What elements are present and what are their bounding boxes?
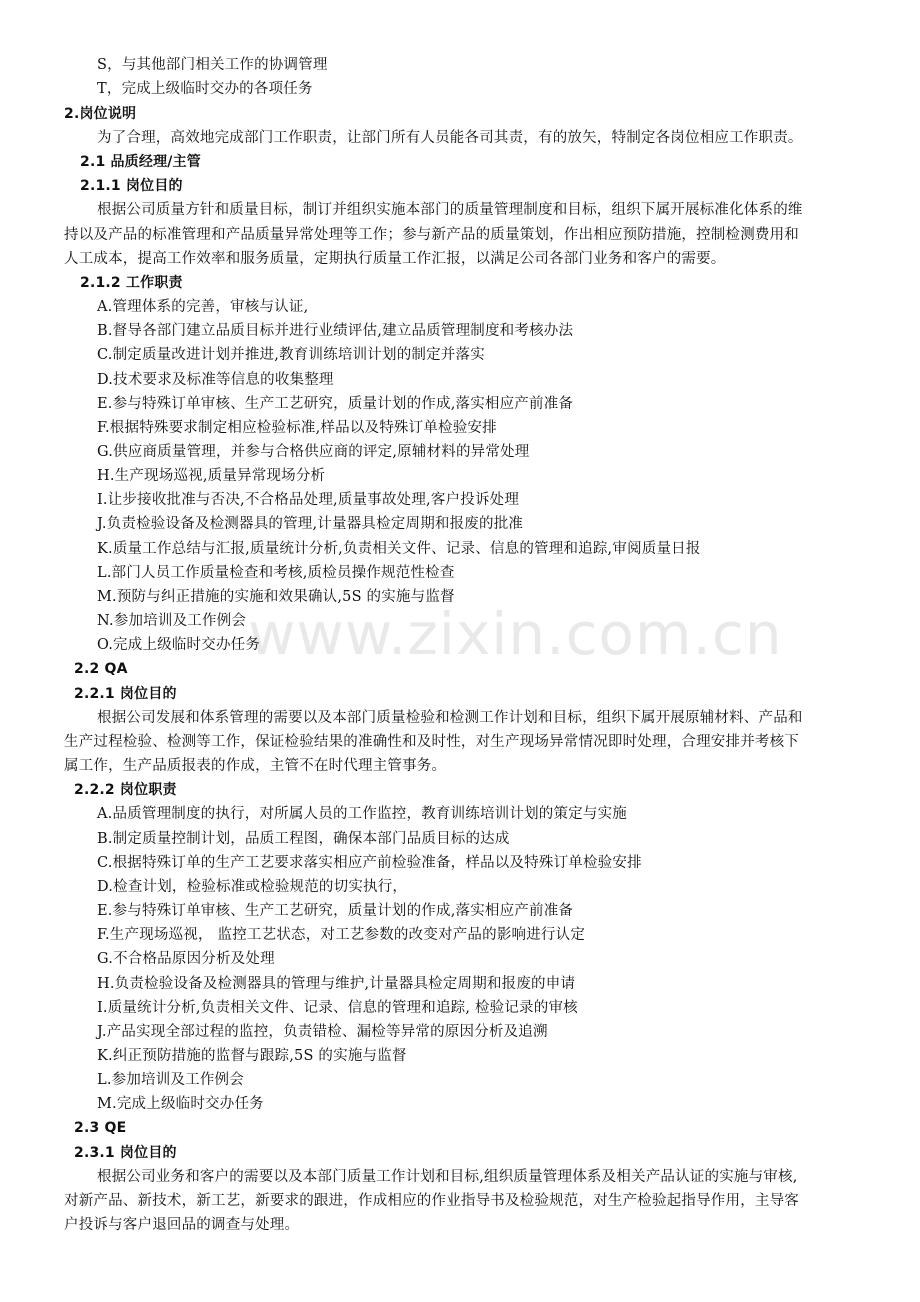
text-line: 对新产品、新技术，新工艺，新要求的跟进，作成相应的作业指导书及检验规范，对生产检验起指导作用，主导客 [64,1193,799,1209]
text-line: 户投诉与客户退回品的调查与处理。 [64,1217,300,1233]
text-line: J.产品实现全部过程的监控，负责错检、漏检等异常的原因分析及追溯 [97,1024,548,1040]
text-line: F.生产现场巡视， 监控工艺状态，对工艺参数的改变对产品的影响进行认定 [97,927,586,943]
text-line: O.完成上级临时交办任务 [97,637,261,653]
text-line: M.完成上级临时交办任务 [97,1096,264,1112]
text-line: L.参加培训及工作例会 [97,1072,244,1088]
text-line: I.让步接收批准与否决,不合格品处理,质量事故处理,客户投诉处理 [97,492,520,508]
section-heading: 2.1 品质经理/主管 [80,154,201,170]
text-line: B.制定质量控制计划，品质工程图，确保本部门品质目标的达成 [97,831,510,847]
text-line: J.负责检验设备及检测器具的管理,计量器具检定周期和报废的批准 [97,516,524,532]
text-line: D.技术要求及标准等信息的收集整理 [97,372,334,388]
text-line: D.检查计划，检验标准或检验规范的切实执行， [97,879,408,895]
text-line: A.品质管理制度的执行，对所属人员的工作监控，教育训练培训计划的策定与实施 [97,806,627,822]
section-heading: 2.2.2 岗位职责 [74,782,177,798]
text-line: H.负责检验设备及检测器具的管理与维护,计量器具检定周期和报废的申请 [97,976,576,992]
text-line: E.参与特殊订单审核、生产工艺研究，质量计划的作成,落实相应产前准备 [97,396,574,412]
text-line: G.不合格品原因分析及处理 [97,951,275,967]
text-line: N.参加培训及工作例会 [97,613,247,629]
text-line: K.质量工作总结与汇报,质量统计分析,负责相关文件、记录、信息的管理和追踪,审阅质量日报 [97,541,701,557]
text-line: G.供应商质量管理，并参与合格供应商的评定,原辅材料的异常处理 [97,444,530,460]
text-line: B.督导各部门建立品质目标并进行业绩评估,建立品质管理制度和考核办法 [97,323,574,339]
text-line: C.根据特殊订单的生产工艺要求落实相应产前检验准备，样品以及特殊订单检验安排 [97,855,642,871]
text-line: S，与其他部门相关工作的协调管理 [97,57,328,73]
text-line: 人工成本，提高工作效率和服务质量，定期执行质量工作汇报，以满足公司各部门业务和客户的需要。 [64,251,726,267]
text-line: H.生产现场巡视,质量异常现场分析 [97,468,326,484]
section-heading: 2.3.1 岗位目的 [74,1145,177,1161]
section-heading: 2.1.1 岗位目的 [80,178,183,194]
text-line: K.纠正预防措施的监督与跟踪,5S 的实施与监督 [97,1048,407,1064]
section-heading: 2.岗位说明 [64,106,137,122]
text-line: 根据公司业务和客户的需要以及本部门质量工作计划和目标,组织质量管理体系及相关产品认证的实施与审核, [97,1169,798,1185]
text-line: 属工作，生产品质报表的作成，主管不在时代理主管事务。 [64,758,447,774]
text-line: I.质量统计分析,负责相关文件、记录、信息的管理和追踪, 检验记录的审核 [97,1000,578,1016]
text-line: M.预防与纠正措施的实施和效果确认,5S 的实施与监督 [97,589,455,605]
watermark: www.zixin.com.cn [248,600,783,668]
text-line: C.制定质量改进计划并推进,教育训练培训计划的制定并落实 [97,347,485,363]
text-line: A.管理体系的完善，审核与认证, [97,299,309,315]
section-heading: 2.2.1 岗位目的 [74,686,177,702]
text-line: L.部门人员工作质量检查和考核,质检员操作规范性检查 [97,565,455,581]
text-line: 为了合理，高效地完成部门工作职责，让部门所有人员能各司其责，有的放矢，特制定各岗位相应工作职责。 [97,130,803,146]
text-line: 根据公司发展和体系管理的需要以及本部门质量检验和检测工作计划和目标，组织下属开展原辅材料、产品和 [97,710,803,726]
section-heading: 2.2 QA [74,661,128,677]
text-line: E.参与特殊订单审核、生产工艺研究，质量计划的作成,落实相应产前准备 [97,903,574,919]
text-line: T，完成上级临时交办的各项任务 [97,81,313,97]
section-heading: 2.3 QE [74,1120,127,1136]
text-line: F.根据特殊要求制定相应检验标准,样品以及特殊订单检验安排 [97,420,497,436]
section-heading: 2.1.2 工作职责 [80,275,183,291]
text-line: 生产过程检验、检测等工作，保证检验结果的准确性和及时性，对生产现场异常情况即时处理，合理安排并考核下 [64,734,799,750]
text-line: 持以及产品的标准管理和产品质量异常处理等工作；参与新产品的质量策划，作出相应预防措施，控制检测费用和 [64,227,799,243]
text-line: 根据公司质量方针和质量目标，制订并组织实施本部门的质量管理制度和目标，组织下属开展标准化体系的维 [97,202,803,218]
